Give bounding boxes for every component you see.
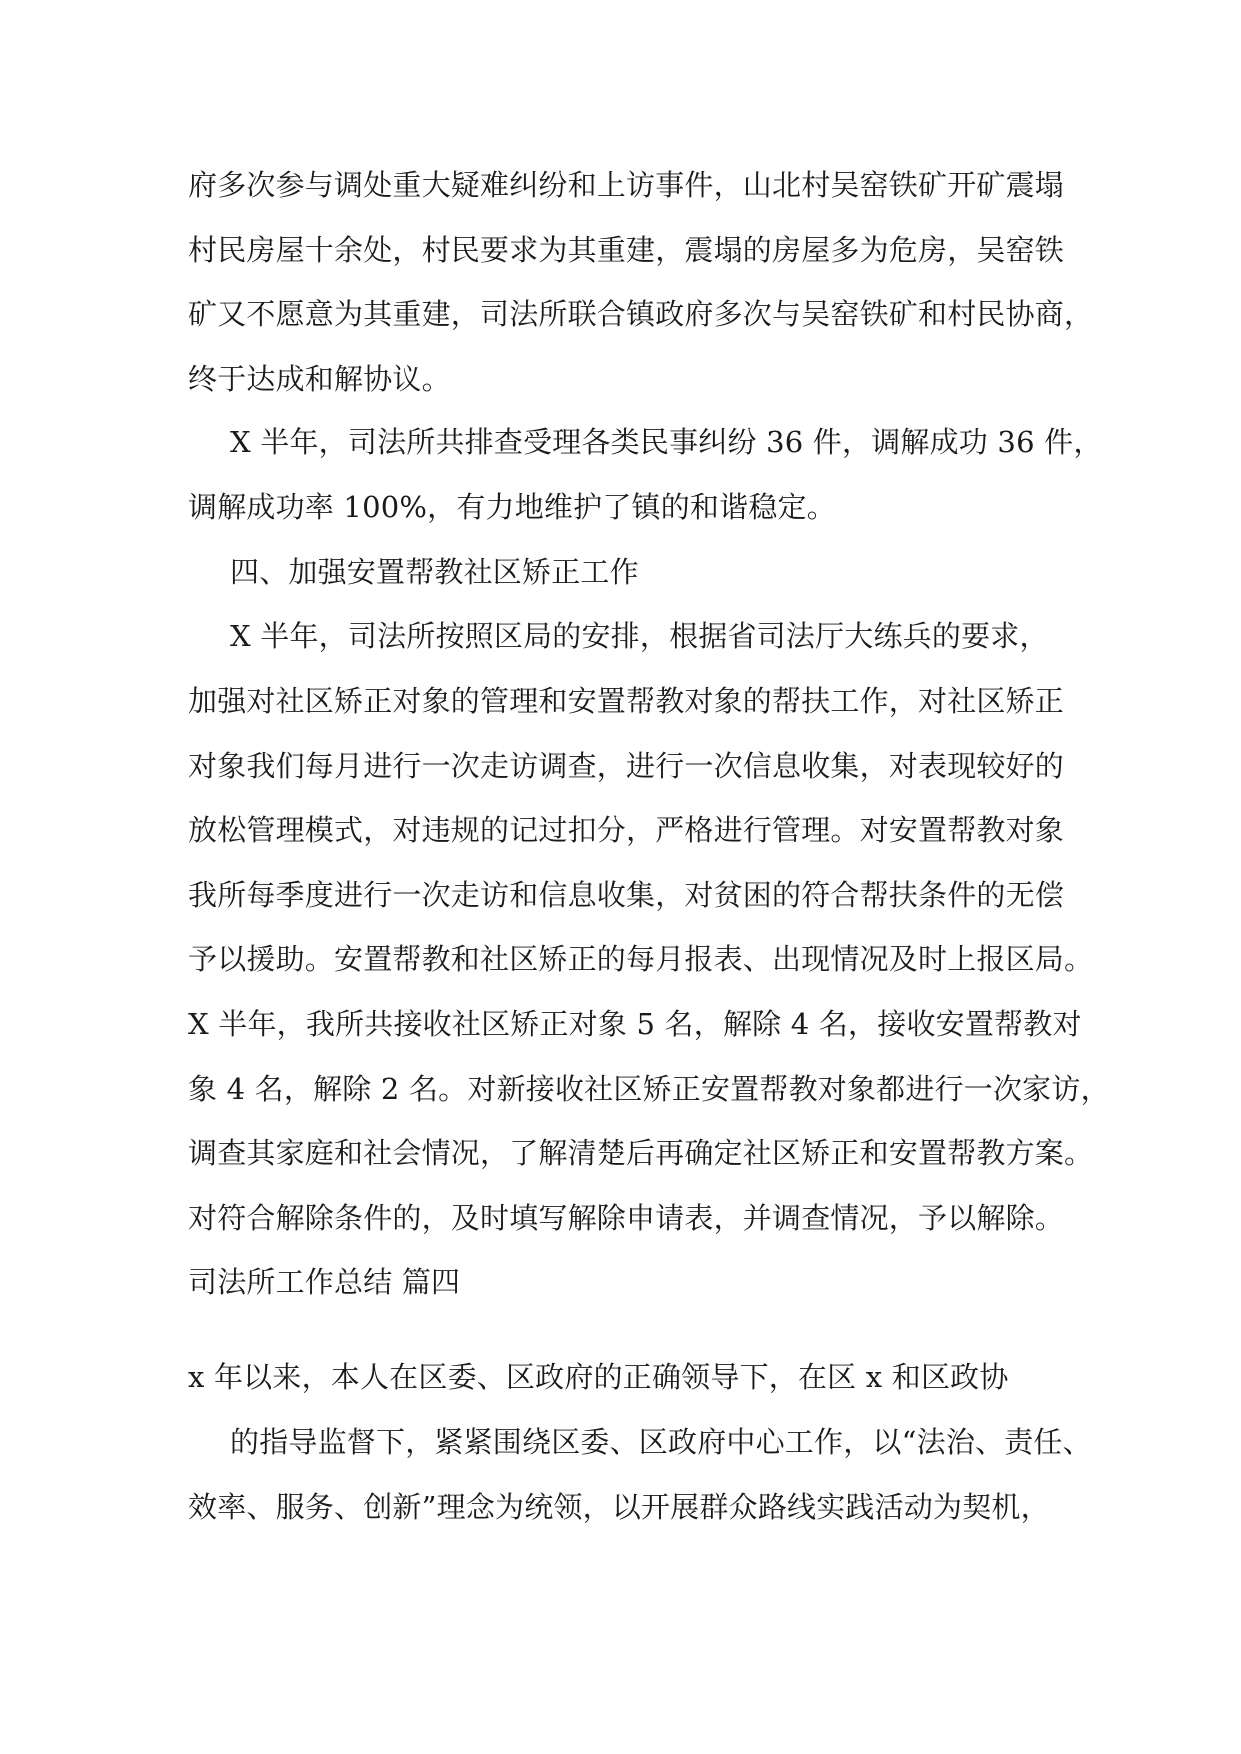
text-line: 对象我们每月进行一次走访调查，进行一次信息收集，对表现较好的: [188, 749, 1065, 783]
text-line: 的指导监督下，紧紧围绕区委、区政府中心工作，以“法治、责任、: [230, 1425, 1092, 1459]
text-line: 放松管理模式，对违规的记过扣分，严格进行管理。对安置帮教对象: [188, 813, 1065, 847]
text-line: 调查其家庭和社会情况，了解清楚后再确定社区矫正和安置帮教方案。: [188, 1136, 1094, 1170]
text-line: 象 4 名，解除 2 名。对新接收社区矫正安置帮教对象都进行一次家访，: [188, 1072, 1110, 1106]
text-line: X 半年，司法所按照区局的安排，根据省司法厅大练兵的要求，: [230, 619, 1049, 653]
text-line: 司法所工作总结 篇四: [188, 1265, 461, 1299]
text-line: 对符合解除条件的，及时填写解除申请表，并调查情况，予以解除。: [188, 1201, 1065, 1235]
text-line: X 半年，我所共接收社区矫正对象 5 名，解除 4 名，接收安置帮教对: [188, 1007, 1082, 1041]
text-line: [188, 1549, 1068, 1593]
text-line: 予以援助。安置帮教和社区矫正的每月报表、出现情况及时上报区局。: [188, 942, 1094, 976]
text-line: 我所每季度进行一次走访和信息收集，对贫困的符合帮扶条件的无偿: [188, 878, 1065, 912]
text-line: 调解成功率 100%，有力地维护了镇的和谐稳定。: [188, 490, 836, 524]
text-line: 矿又不愿意为其重建，司法所联合镇政府多次与吴窑铁矿和村民协商，: [188, 297, 1094, 331]
text-line: 村民房屋十余处，村民要求为其重建，震塌的房屋多为危房，吴窑铁: [188, 233, 1065, 267]
section-heading: 四、加强安置帮教社区矫正工作: [230, 555, 639, 589]
text-line: 终于达成和解协议。: [188, 362, 451, 396]
text-line: X 半年，司法所共排查受理各类民事纠纷 36 件，调解成功 36 件，: [230, 425, 1103, 459]
text-line: 效率、服务、创新”理念为统领，以开展群众路线实践活动为契机，: [188, 1490, 1050, 1524]
text-line: 府多次参与调处重大疑难纠纷和上访事件，山北村吴窑铁矿开矿震塌: [188, 168, 1065, 202]
article-title: x 年以来，本人在区委、区政府的正确领导下，在区 x 和区政协: [188, 1360, 1009, 1394]
text-line: 加强对社区矫正对象的管理和安置帮教对象的帮扶工作，对社区矫正: [188, 684, 1065, 718]
